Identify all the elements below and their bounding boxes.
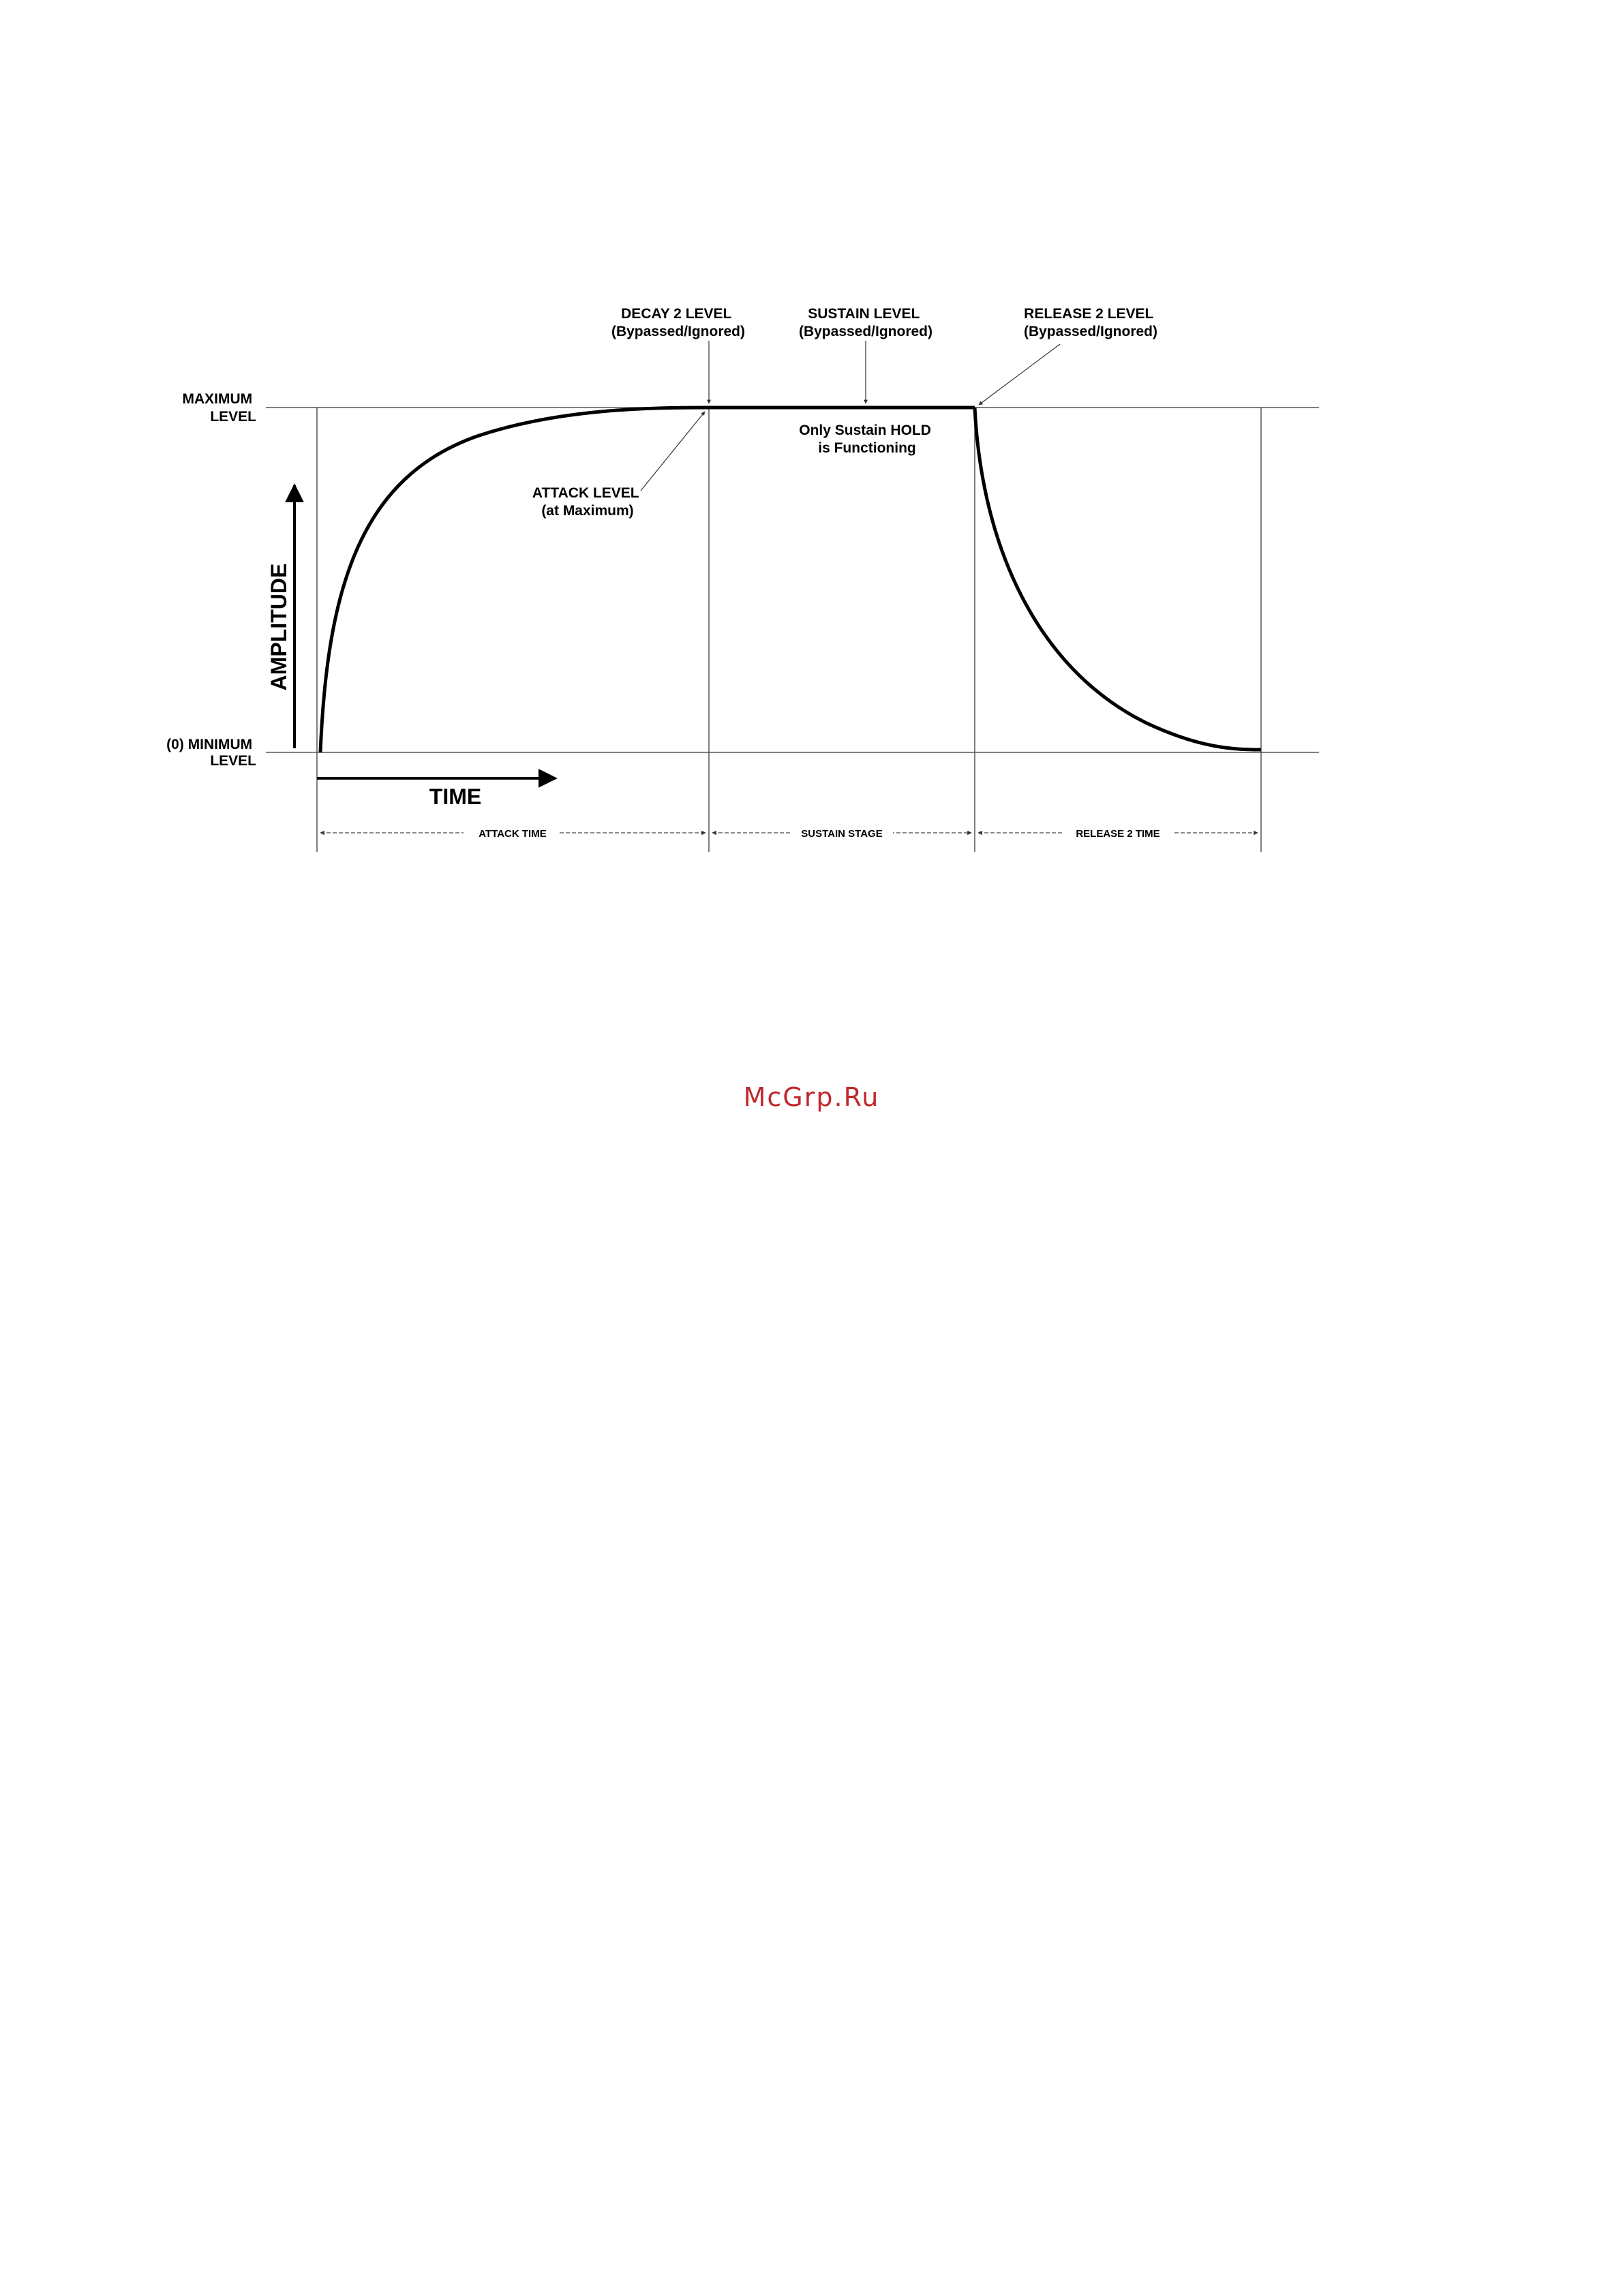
minimum-level-label: (0) MINIMUM LEVEL: [166, 737, 256, 769]
attack-curve: [320, 408, 709, 752]
watermark-text: McGrp.Ru: [743, 1082, 880, 1112]
sustain-stage-label: SUSTAIN STAGE: [801, 828, 883, 840]
time-label: TIME: [429, 784, 482, 809]
sustain-level-label: SUSTAIN LEVEL (Bypassed/Ignored): [798, 306, 933, 339]
release2-level-label: RELEASE 2 LEVEL (Bypassed/Ignored): [1023, 306, 1158, 339]
amplitude-label: AMPLITUDE: [267, 563, 291, 691]
release-curve: [975, 408, 1261, 750]
attack-level-leader: [641, 412, 705, 491]
release2-leader: [979, 344, 1060, 405]
attack-level-label: ATTACK LEVEL (at Maximum): [532, 485, 639, 519]
attack-time-label: ATTACK TIME: [479, 828, 547, 840]
sustain-hold-note: Only Sustain HOLD is Functioning: [799, 423, 931, 456]
decay2-level-label: DECAY 2 LEVEL (Bypassed/Ignored): [611, 306, 746, 339]
release2-time-label: RELEASE 2 TIME: [1076, 828, 1160, 840]
maximum-level-label: MAXIMUM LEVEL: [182, 391, 256, 425]
